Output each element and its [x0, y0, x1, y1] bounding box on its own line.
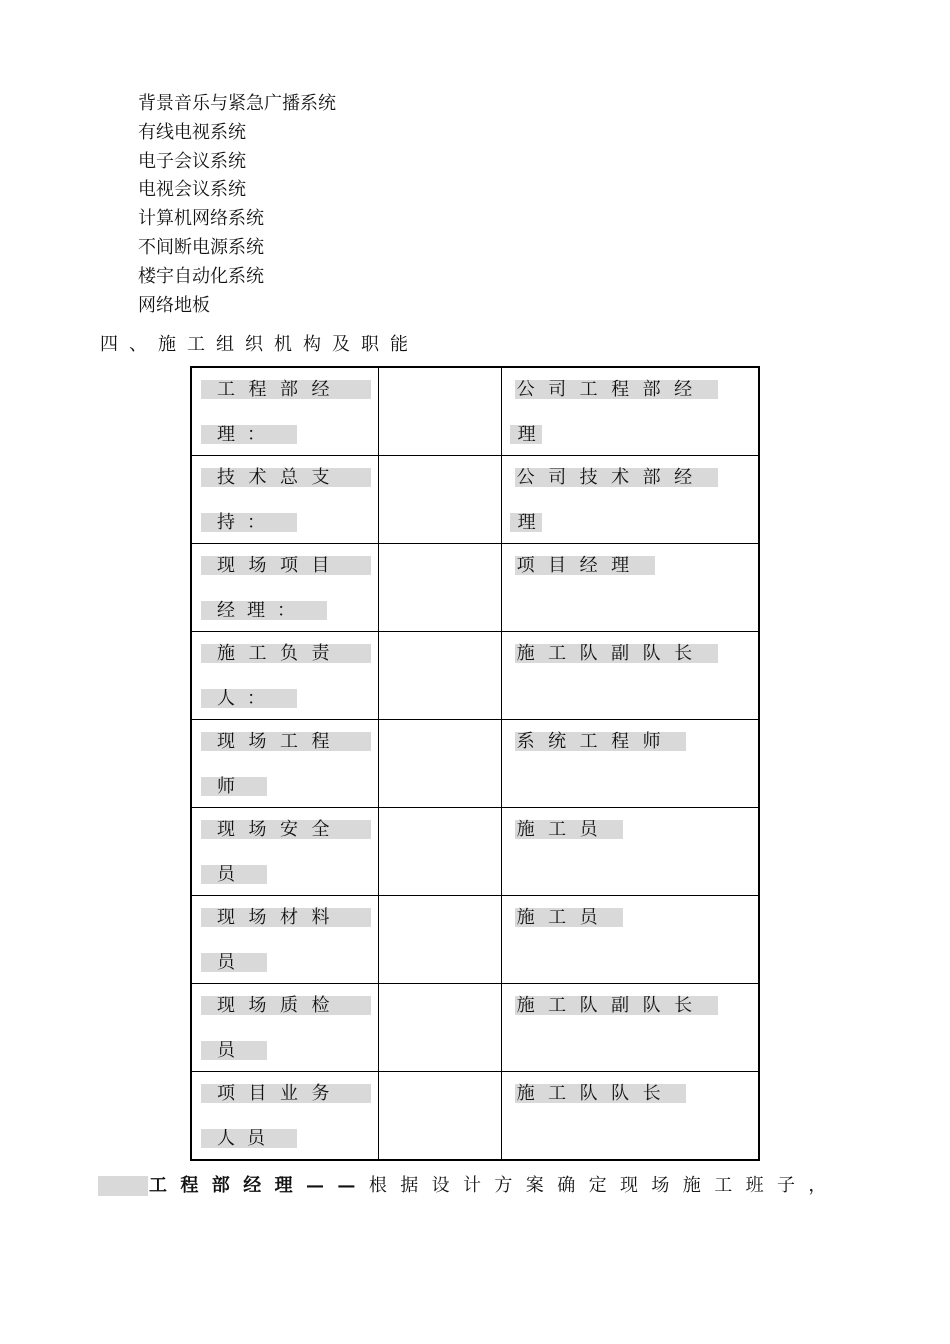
role-label-cont: 员: [201, 865, 267, 884]
role-cell: [191, 720, 378, 808]
system-list-item: 背景音乐与紧急广播系统: [138, 93, 336, 114]
role-label: 现场材料: [201, 908, 371, 927]
role-label-cont: 人：: [201, 689, 297, 708]
table-row: [191, 808, 759, 896]
role-label-cont: 理：: [201, 425, 297, 444]
system-list-item: 网络地板: [138, 294, 210, 316]
name-cell: [378, 544, 501, 632]
role-label-cont: 师: [201, 777, 267, 796]
system-list-item: 电子会议系统: [138, 150, 246, 172]
system-list-item: 电视会议系统: [138, 179, 246, 201]
position-label: 施工队队长: [515, 1084, 687, 1103]
table-row: [191, 544, 759, 632]
role-description: [98, 1175, 863, 1197]
role-cell: [191, 367, 378, 456]
table-row: [191, 367, 759, 456]
description-body: 根据设计方案确定现场施工班子，: [368, 1175, 840, 1196]
name-cell: [378, 720, 501, 808]
role-cell: [191, 1072, 378, 1161]
position-cell: [501, 632, 759, 720]
position-label: 施工队副队长: [515, 996, 718, 1015]
role-label: 现场质检: [201, 996, 371, 1015]
position-label: 公司技术部经: [515, 468, 718, 487]
system-list-item: 楼宇自动化系统: [138, 265, 264, 287]
position-cell: [501, 808, 759, 896]
name-cell: [378, 1072, 501, 1161]
role-label: 技术总支: [201, 468, 371, 487]
role-label-cont: 人员: [201, 1129, 297, 1148]
role-cell: [191, 896, 378, 984]
name-cell: [378, 456, 501, 544]
name-cell: [378, 632, 501, 720]
table-row: [191, 720, 759, 808]
role-cell: [191, 984, 378, 1072]
table-row: [191, 896, 759, 984]
system-list: [138, 90, 336, 320]
role-cell: [191, 808, 378, 896]
table-row: [191, 1072, 759, 1161]
position-label-cont: 理: [510, 425, 542, 444]
name-cell: [378, 367, 501, 456]
position-cell: [501, 544, 759, 632]
role-label: 现场项目: [201, 556, 371, 575]
role-label: 施工负责: [201, 644, 371, 663]
position-cell: [501, 456, 759, 544]
name-cell: [378, 896, 501, 984]
org-structure-table: [190, 366, 760, 1161]
position-cell: [501, 896, 759, 984]
table-row: [191, 984, 759, 1072]
role-label-cont: 员: [201, 1041, 267, 1060]
position-label: 项目经理: [515, 556, 655, 575]
table-row: [191, 456, 759, 544]
position-label: 系统工程师: [515, 732, 687, 751]
role-label: 工程部经: [201, 380, 371, 399]
role-cell: [191, 544, 378, 632]
position-label: 施工员: [515, 908, 624, 927]
role-label: 现场安全: [201, 820, 371, 839]
name-cell: [378, 808, 501, 896]
position-cell: [501, 1072, 759, 1161]
position-cell: [501, 720, 759, 808]
position-label: 公司工程部经: [515, 380, 718, 399]
indent-highlight: [98, 1176, 148, 1196]
section-title: 四、施工组织机构及职能: [100, 334, 419, 355]
name-cell: [378, 984, 501, 1072]
role-label-cont: 员: [201, 953, 267, 972]
position-label: 施工员: [515, 820, 624, 839]
role-label-cont: 持：: [201, 513, 297, 532]
table-row: [191, 632, 759, 720]
system-list-item: 不间断电源系统: [138, 236, 264, 258]
description-term: 工程部经理——: [149, 1175, 369, 1196]
description-text: [149, 1175, 840, 1197]
system-list-item: 计算机网络系统: [138, 208, 264, 230]
position-cell: [501, 367, 759, 456]
role-label-cont: 经理：: [201, 601, 327, 620]
role-cell: [191, 456, 378, 544]
position-label: 施工队副队长: [515, 644, 718, 663]
role-label: 项目业务: [201, 1084, 371, 1103]
position-cell: [501, 984, 759, 1072]
role-label: 现场工程: [201, 732, 371, 751]
role-cell: [191, 632, 378, 720]
system-list-item: 有线电视系统: [138, 121, 246, 143]
position-label-cont: 理: [510, 513, 542, 532]
